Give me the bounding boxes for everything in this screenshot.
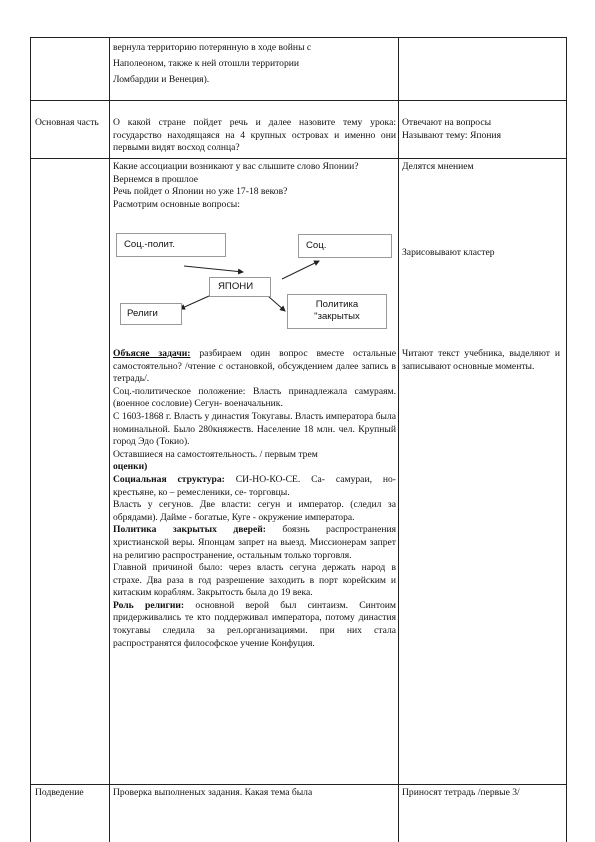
question-text: О какой стране пойдет речь и далее назовите тему урока: государство находящаяся на 4 крупных островах и именно они первыми видят восход солнца?	[113, 117, 396, 154]
intro-line: Расмотрим основные вопросы:	[113, 198, 240, 210]
assessment-text: оценки)	[113, 461, 148, 473]
table-column-separator	[398, 37, 399, 842]
social-text: СИ-НО-КО-СЕ. Са- самураи, но- крестьяне, ко – ремесленики, се- торговцы.	[113, 473, 396, 498]
table-border-left	[30, 37, 31, 842]
cluster-box-religion	[120, 303, 182, 325]
table-border-right	[566, 37, 567, 842]
box-label: ЯПОНИ	[218, 281, 254, 292]
row-bottom-text	[113, 787, 396, 800]
box-label: Соц.-полит.	[124, 239, 175, 250]
cluster-box-policy	[287, 294, 387, 329]
text-line: Приносят тетрадь /первые 3/	[402, 787, 520, 798]
religion-paragraph	[113, 600, 396, 650]
row-top-text	[113, 40, 396, 88]
cluster-text: Зарисовывают кластер	[402, 247, 495, 258]
stage-label: Подведение	[35, 787, 84, 798]
intro-line: Вернемся в прошлое	[113, 173, 198, 185]
row-bottom-label	[35, 787, 105, 800]
text-line: Проверка выполненых задания. Какая тема была	[113, 787, 313, 798]
text-line: Наполеоном, также к ней отошли территории	[113, 58, 300, 69]
task-text: разбираем один вопрос вместе остальные самостоятельно? /чтение с остановкой, обсуждением далее запись в тетрадь/.	[113, 348, 396, 385]
power-paragraph: Власть у сегунов. Две власти: сегун и император. (следил за обрядами). Дайме - богатые, Куге - окружение императора.	[113, 499, 396, 523]
table-column-separator	[109, 37, 110, 842]
box-label: Политика	[315, 299, 359, 310]
task-paragraph	[113, 348, 396, 386]
arrow	[268, 296, 285, 311]
policy-text: боязнь распространения христианской веры. Японцам запрет на выезд. Миссионерам запрет на религию распространение, остальным только торговля.	[113, 524, 396, 561]
body-reading-note	[402, 348, 560, 373]
paragraph: С 1603-1868 г. Власть у династия Токугавы. Власть императора была номинальной. Было 280княжеств. Население 18 млн. чел. Крупный город Эдо (Токио).	[113, 410, 396, 448]
row-bottom-answer	[402, 787, 560, 800]
cluster-box-center	[209, 277, 271, 297]
table-border-top	[30, 37, 567, 38]
body-opinion	[402, 161, 560, 174]
row-main-label	[35, 117, 105, 130]
box-label: "закрытых	[314, 311, 360, 322]
row-main-question	[113, 117, 396, 155]
text-line: вернула территорию потерянную в ходе войны с	[113, 42, 312, 53]
text-line: Ломбардии и Венеция).	[113, 74, 210, 85]
answer-line: Называют тему: Япония	[402, 129, 501, 141]
box-label: Соц.	[306, 240, 327, 251]
paragraph: Соц.-политическое положение: Власть принадлежала самураям. (военное сословие) Сегун- военачальник.	[113, 385, 396, 410]
cluster-box-social	[298, 234, 392, 258]
arrow	[184, 266, 243, 272]
religion-label: Роль религии:	[113, 599, 185, 611]
arrow	[180, 296, 209, 309]
body-main-text	[113, 348, 396, 650]
policy-paragraph	[113, 524, 396, 562]
reading-text: Читают текст учебника, выделяют и записывают основные моменты.	[402, 348, 560, 372]
answer-line: Отвечают на вопросы	[402, 117, 492, 128]
stage-label: Основная часть	[35, 117, 99, 128]
opinion-text: Делятся мнением	[402, 161, 474, 172]
social-paragraph	[113, 474, 396, 499]
table-row-separator	[30, 784, 567, 785]
body-cluster-note	[402, 247, 560, 260]
box-label: Религи	[127, 308, 158, 319]
religion-text: основной верой был синтаизм. Синтоим придерживались те кто поддерживал императора, потому династия токугавы следила за рел.организациями. при них стала распространятся философское учение Конфуция.	[113, 599, 396, 649]
table-row-separator	[30, 100, 567, 101]
cluster-box-socio-political	[116, 233, 226, 257]
intro-question: Какие ассоциации возникают у вас слышите слово Японии?	[113, 161, 359, 172]
paragraph: Оставшиеся на самостоятельность. / первым трем	[113, 448, 318, 460]
body-intro	[113, 161, 396, 211]
task-label: Объясяе задачи:	[113, 348, 191, 359]
arrow	[282, 261, 319, 279]
policy-label: Политика закрытых дверей:	[113, 524, 266, 536]
reason-paragraph: Главной причиной было: через власть сегуна держать народ в страхе. Два раза в год разрешение заходить в порт корейским и китаским кораблям. Закрытость была до 19 века.	[113, 562, 396, 599]
row-main-answer	[402, 117, 560, 142]
table-row-separator	[30, 158, 567, 159]
social-label: Социальная структура:	[113, 473, 225, 485]
intro-line: Речь пойдет о Японии но уже 17-18 веков?	[113, 186, 288, 198]
